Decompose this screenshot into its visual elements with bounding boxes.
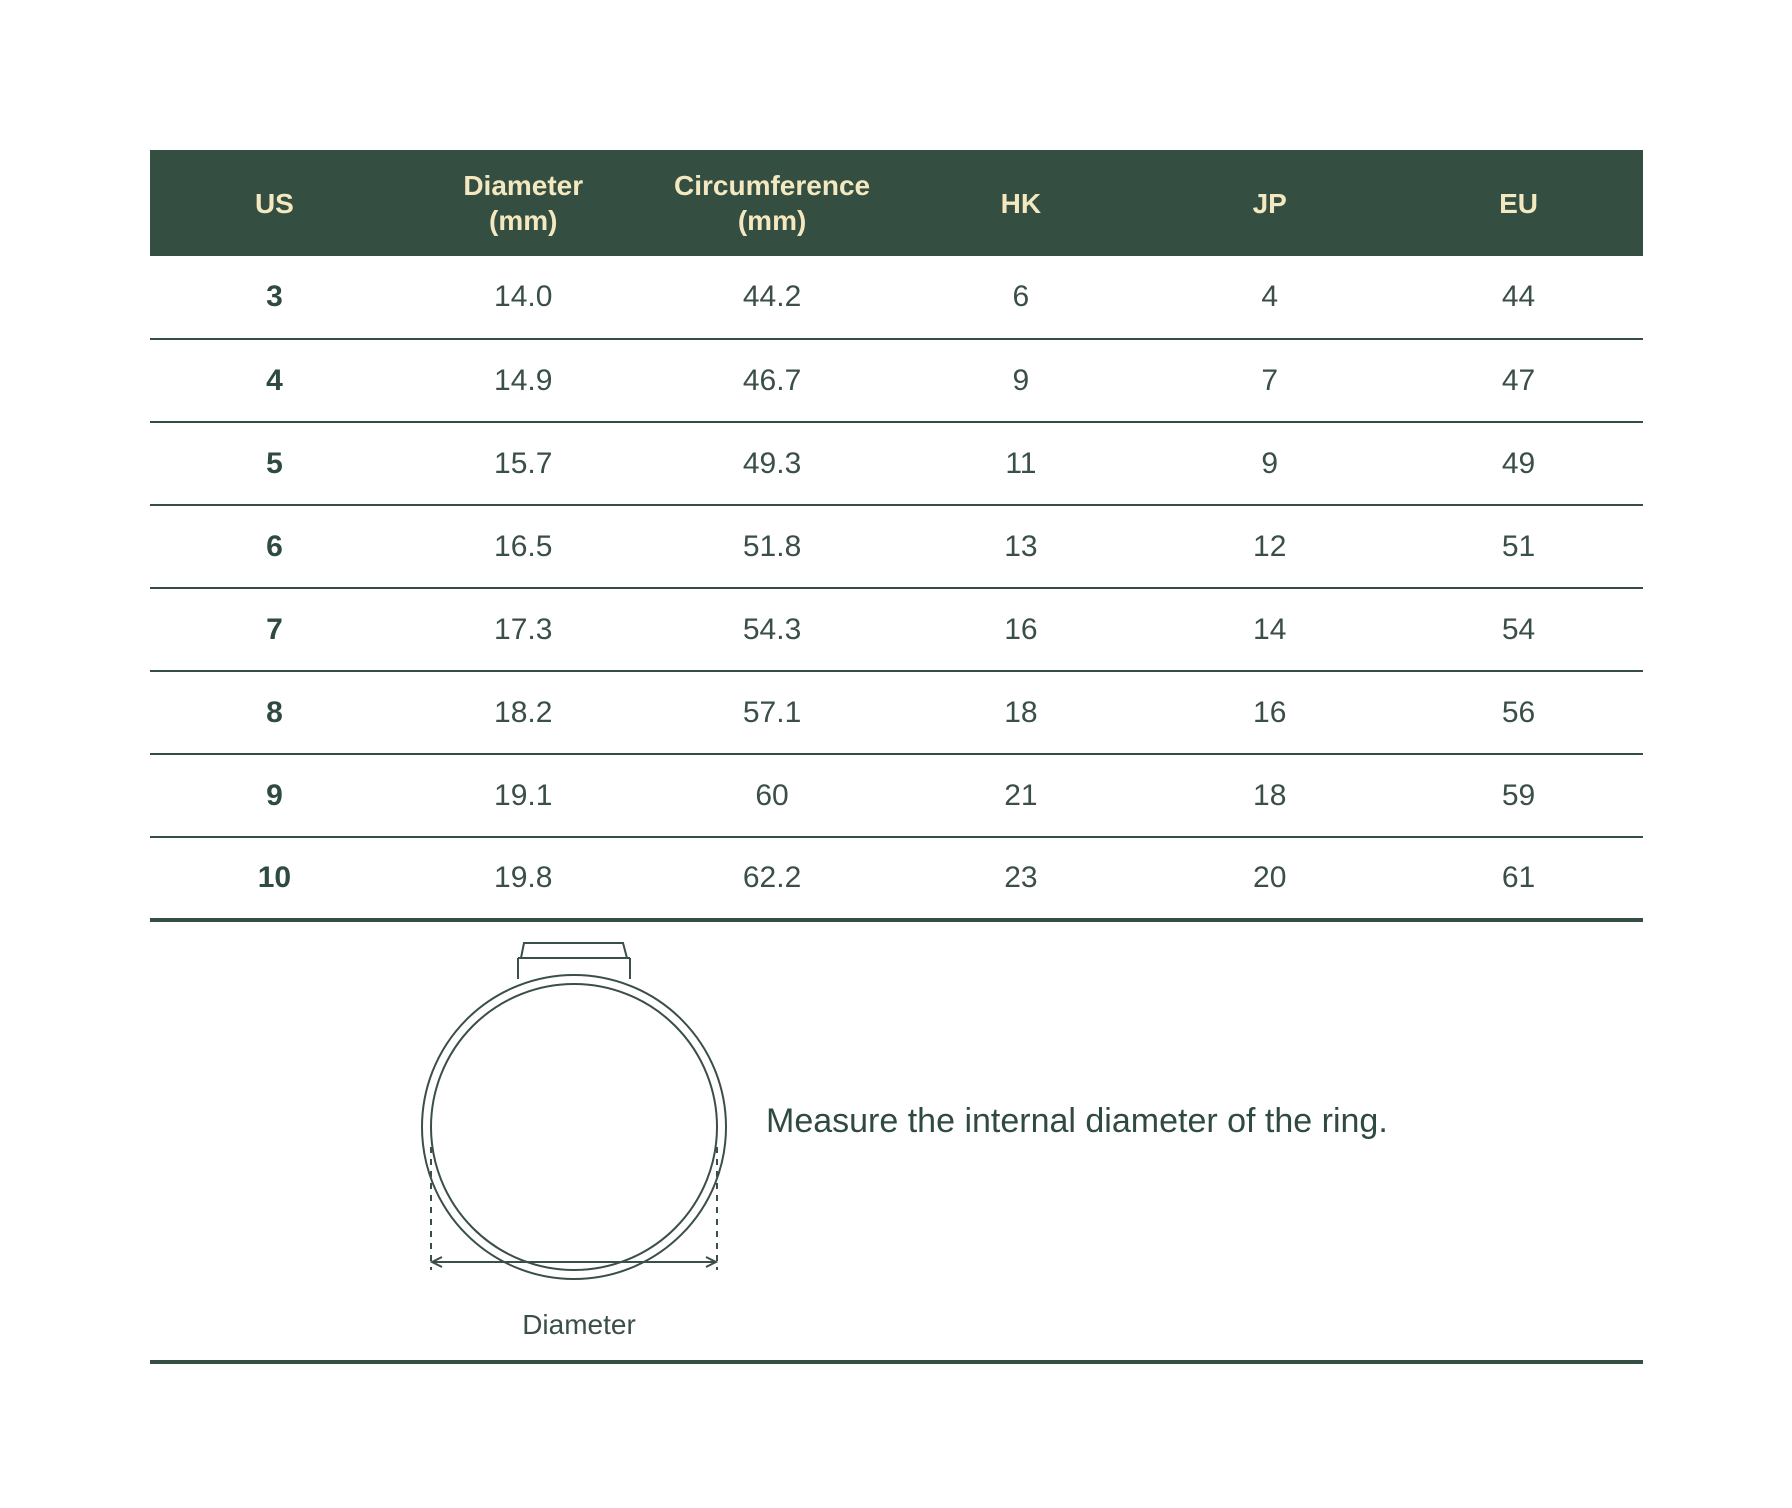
header-hk: HK [1000, 187, 1042, 219]
hk-cell: 9 [896, 339, 1145, 422]
table-row [150, 256, 1643, 339]
ring-size-table [150, 150, 1643, 922]
diameter-cell: 14.9 [399, 339, 648, 422]
circumference-cell: 62.2 [648, 837, 897, 920]
ring-diagram [414, 922, 744, 1356]
diameter-cell: 17.3 [399, 588, 648, 671]
eu-cell: 59 [1394, 754, 1643, 837]
eu-cell: 61 [1394, 837, 1643, 920]
table-header-row [150, 150, 1643, 256]
table-row [150, 754, 1643, 837]
jp-cell: 18 [1145, 754, 1394, 837]
table-row [150, 837, 1643, 920]
jp-cell: 14 [1145, 588, 1394, 671]
header-us: US [254, 187, 294, 219]
measurement-section [150, 922, 1643, 1364]
jp-cell: 20 [1145, 837, 1394, 920]
us-size-cell: 9 [150, 754, 399, 837]
us-size-cell: 7 [150, 588, 399, 671]
eu-cell: 56 [1394, 671, 1643, 754]
us-size-cell: 4 [150, 339, 399, 422]
hk-cell: 13 [896, 505, 1145, 588]
us-size-cell: 8 [150, 671, 399, 754]
diameter-cell: 19.8 [399, 837, 648, 920]
us-size-cell: 10 [150, 837, 399, 920]
ring-icon [414, 922, 744, 1356]
header-circumference: Circumference (mm) [674, 170, 871, 236]
us-size-cell: 5 [150, 422, 399, 505]
us-size-cell: 6 [150, 505, 399, 588]
header-jp: JP [1252, 187, 1287, 219]
hk-cell: 23 [896, 837, 1145, 920]
diameter-cell: 15.7 [399, 422, 648, 505]
diameter-cell: 16.5 [399, 505, 648, 588]
circumference-cell: 54.3 [648, 588, 897, 671]
measurement-instruction: Measure the internal diameter of the ring. [766, 1102, 1388, 1140]
table-row [150, 671, 1643, 754]
circumference-cell: 44.2 [648, 256, 897, 339]
circumference-cell: 49.3 [648, 422, 897, 505]
eu-cell: 44 [1394, 256, 1643, 339]
hk-cell: 6 [896, 256, 1145, 339]
header-diameter: Diameter (mm) [463, 170, 584, 236]
eu-cell: 49 [1394, 422, 1643, 505]
eu-cell: 51 [1394, 505, 1643, 588]
hk-cell: 11 [896, 422, 1145, 505]
jp-cell: 16 [1145, 671, 1394, 754]
diameter-cell: 14.0 [399, 256, 648, 339]
circumference-cell: 51.8 [648, 505, 897, 588]
hk-cell: 16 [896, 588, 1145, 671]
diameter-cell: 19.1 [399, 754, 648, 837]
table-row [150, 505, 1643, 588]
jp-cell: 4 [1145, 256, 1394, 339]
eu-cell: 54 [1394, 588, 1643, 671]
circumference-cell: 46.7 [648, 339, 897, 422]
jp-cell: 9 [1145, 422, 1394, 505]
circumference-cell: 60 [648, 754, 897, 837]
circumference-cell: 57.1 [648, 671, 897, 754]
jp-cell: 12 [1145, 505, 1394, 588]
table-row [150, 339, 1643, 422]
eu-cell: 47 [1394, 339, 1643, 422]
table-row [150, 422, 1643, 505]
hk-cell: 21 [896, 754, 1145, 837]
ring-size-chart [150, 150, 1643, 1364]
header-eu: EU [1499, 187, 1539, 219]
diameter-cell: 18.2 [399, 671, 648, 754]
table-row [150, 588, 1643, 671]
diameter-label: Diameter [522, 1309, 636, 1340]
us-size-cell: 3 [150, 256, 399, 339]
jp-cell: 7 [1145, 339, 1394, 422]
hk-cell: 18 [896, 671, 1145, 754]
